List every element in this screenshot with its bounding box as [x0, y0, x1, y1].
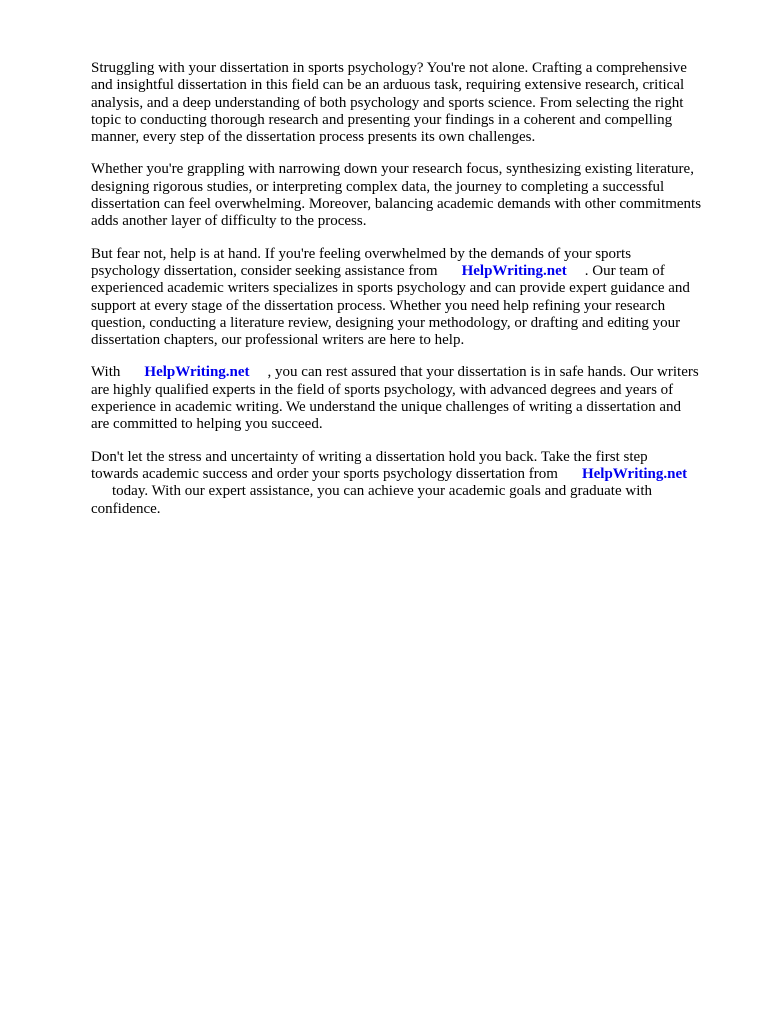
- text-line: dissertation can feel overwhelming. Moreover, balancing academic demands with other commitments: [91, 196, 702, 213]
- text-line: experienced academic writers specializes in sports psychology and can provide expert guidance and: [91, 280, 690, 297]
- text-segment: With: [91, 364, 121, 381]
- text-line: today. With our expert assistance, you can achieve your academic goals and graduate with: [112, 483, 653, 500]
- text-line: adds another layer of difficulty to the process.: [91, 213, 367, 230]
- paragraph-call-to-action: [91, 449, 731, 518]
- helpwriting-link[interactable]: HelpWriting.net: [461, 262, 567, 279]
- text-line: Struggling with your dissertation in sports psychology? You're not alone. Crafting a comprehensive: [91, 60, 687, 76]
- text-segment: towards academic success and order your sports psychology dissertation from: [91, 465, 558, 482]
- text-segment: psychology dissertation, consider seeking assistance from: [91, 262, 438, 279]
- document-page: [91, 60, 731, 533]
- paragraph-intro: [91, 60, 731, 146]
- text-line: Don't let the stress and uncertainty of writing a dissertation hold you back. Take the first step: [91, 448, 648, 465]
- text-line: experience in academic writing. We understand the unique challenges of writing a dissertation and: [91, 399, 681, 416]
- text-line: designing rigorous studies, or interpreting complex data, the journey to completing a successful: [91, 178, 665, 195]
- text-line: Whether you're grappling with narrowing down your research focus, synthesizing existing literature,: [91, 161, 694, 178]
- text-line: analysis, and a deep understanding of both psychology and sports science. From selecting the right: [91, 94, 684, 111]
- text-line: support at every stage of the dissertation process. Whether you need help refining your research: [91, 297, 666, 314]
- text-line: are committed to helping you succeed.: [91, 416, 323, 433]
- text-segment: , you can rest assured that your dissertation is in safe hands. Our writers: [267, 364, 699, 381]
- text-line: are highly qualified experts in the field of sports psychology, with advanced degrees and years of: [91, 381, 674, 398]
- helpwriting-link[interactable]: HelpWriting.net: [581, 465, 688, 482]
- paragraph-help: [91, 246, 731, 350]
- text-line: manner, every step of the dissertation process presents its own challenges.: [91, 129, 536, 146]
- text-segment: . Our team of: [584, 262, 665, 279]
- text-line: confidence.: [91, 500, 161, 517]
- text-line-with-link: [91, 263, 731, 280]
- text-line: and insightful dissertation in this field can be an arduous task, requiring extensive research, critical: [91, 77, 685, 94]
- text-line-with-link: [91, 364, 731, 381]
- text-line: topic to conducting thorough research and presenting your findings in a coherent and compelling: [91, 111, 673, 128]
- paragraph-assurance: [91, 364, 731, 433]
- text-line-with-link: [91, 466, 731, 483]
- text-line: question, conducting a literature review, designing your methodology, or drafting and editing your: [91, 314, 681, 331]
- helpwriting-link[interactable]: HelpWriting.net: [144, 364, 250, 381]
- text-line: dissertation chapters, our professional writers are here to help.: [91, 332, 465, 349]
- text-line: But fear not, help is at hand. If you're feeling overwhelmed by the demands of your sports: [91, 245, 632, 262]
- paragraph-challenges: [91, 161, 731, 230]
